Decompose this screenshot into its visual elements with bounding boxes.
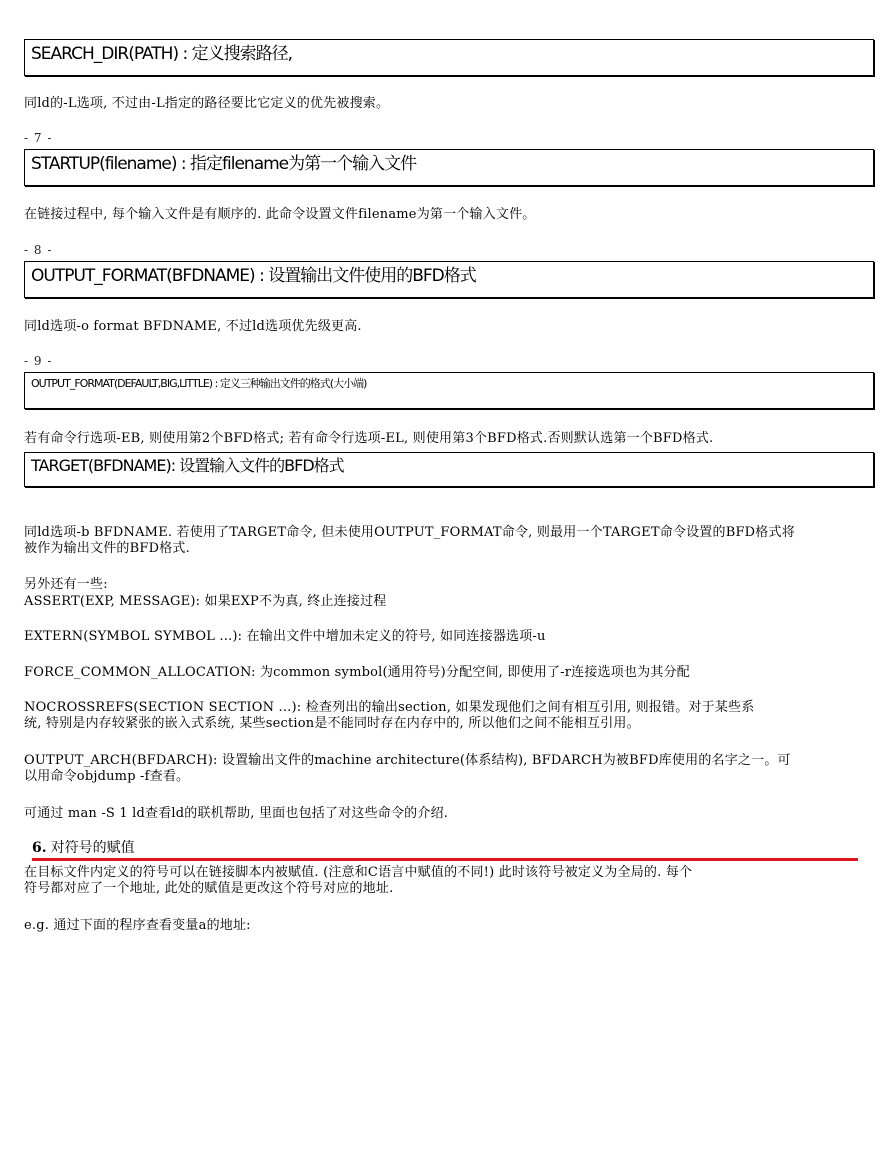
command-box-target: TARGET(BFDNAME): 设置输入文件的BFD格式 xyxy=(24,452,874,487)
force-common-description: FORCE_COMMON_ALLOCATION: 为common symbol(通用符号)分配空间, 即使用了-r连接选项也为其分配 xyxy=(24,665,690,680)
output-arch-description-line-2: 以用命令objdump -f查看。 xyxy=(24,769,190,784)
nocrossrefs-description-line-2: 统, 特别是内存较紧张的嵌入式系统, 某些section是不能同时存在内存中的, 所以他们之间不能相互引用。 xyxy=(24,716,640,731)
example-intro: e.g. 通过下面的程序查看变量a的地址: xyxy=(24,918,251,933)
output-format-endian-description: 若有命令行选项-EB, 则使用第2个BFD格式; 若有命令行选项-EL, 则使用第3个BFD格式.否则默认选第一个BFD格式. xyxy=(24,431,714,446)
target-description-line-1: 同ld选项-b BFDNAME. 若使用了TARGET命令, 但未使用OUTPUT_FORMAT命令, 则最用一个TARGET命令设置的BFD格式将 xyxy=(24,525,795,540)
output-format-description: 同ld选项-o format BFDNAME, 不过ld选项优先级更高. xyxy=(24,319,362,334)
command-box-search-dir: SEARCH_DIR(PATH) : 定义搜索路径, xyxy=(24,39,874,76)
page-number-8: - 8 - xyxy=(24,243,53,257)
output-arch-description-line-1: OUTPUT_ARCH(BFDARCH): 设置输出文件的machine architecture(体系结构), BFDARCH为被BFD库使用的名字之一。可 xyxy=(24,753,791,768)
command-box-startup: STARTUP(filename) : 指定filename为第一个输入文件 xyxy=(24,149,874,186)
assert-description: ASSERT(EXP, MESSAGE): 如果EXP不为真, 终止连接过程 xyxy=(24,594,387,609)
symbol-assignment-line-1: 在目标文件内定义的符号可以在链接脚本内被赋值. (注意和C语言中赋值的不同!) 此时该符号被定义为全局的. 每个 xyxy=(24,865,693,880)
target-description-line-2: 被作为输出文件的BFD格式. xyxy=(24,541,190,556)
nocrossrefs-description-line-1: NOCROSSREFS(SECTION SECTION ...): 检查列出的输出section, 如果发现他们之间有相互引用, 则报错。对于某些系 xyxy=(24,700,755,715)
section-heading xyxy=(32,839,135,857)
page-number-7: - 7 - xyxy=(24,131,53,145)
extern-description: EXTERN(SYMBOL SYMBOL ...): 在输出文件中增加未定义的符号, 如同连接器选项-u xyxy=(24,629,546,644)
man-page-hint: 可通过 man -S 1 ld查看ld的联机帮助, 里面也包括了对这些命令的介绍. xyxy=(24,806,449,821)
heading-underline xyxy=(32,858,858,861)
others-intro: 另外还有一些: xyxy=(24,577,108,592)
command-box-output-format: OUTPUT_FORMAT(BFDNAME) : 设置输出文件使用的BFD格式 xyxy=(24,261,874,298)
search-dir-description: 同ld的-L选项, 不过由-L指定的路径要比它定义的优先被搜索。 xyxy=(24,96,390,111)
startup-description: 在链接过程中, 每个输入文件是有顺序的. 此命令设置文件filename为第一个输入文件。 xyxy=(24,207,536,222)
command-box-output-format-endian: OUTPUT_FORMAT(DEFAULT,BIG,LITTLE) : 定义三种输出文件的格式(大小端) xyxy=(24,372,874,409)
page-number-9: - 9 - xyxy=(24,354,53,368)
section-number: 6. xyxy=(32,840,47,856)
symbol-assignment-line-2: 符号都对应了一个地址, 此处的赋值是更改这个符号对应的地址. xyxy=(24,881,394,896)
section-title: 对符号的赋值 xyxy=(50,840,135,856)
